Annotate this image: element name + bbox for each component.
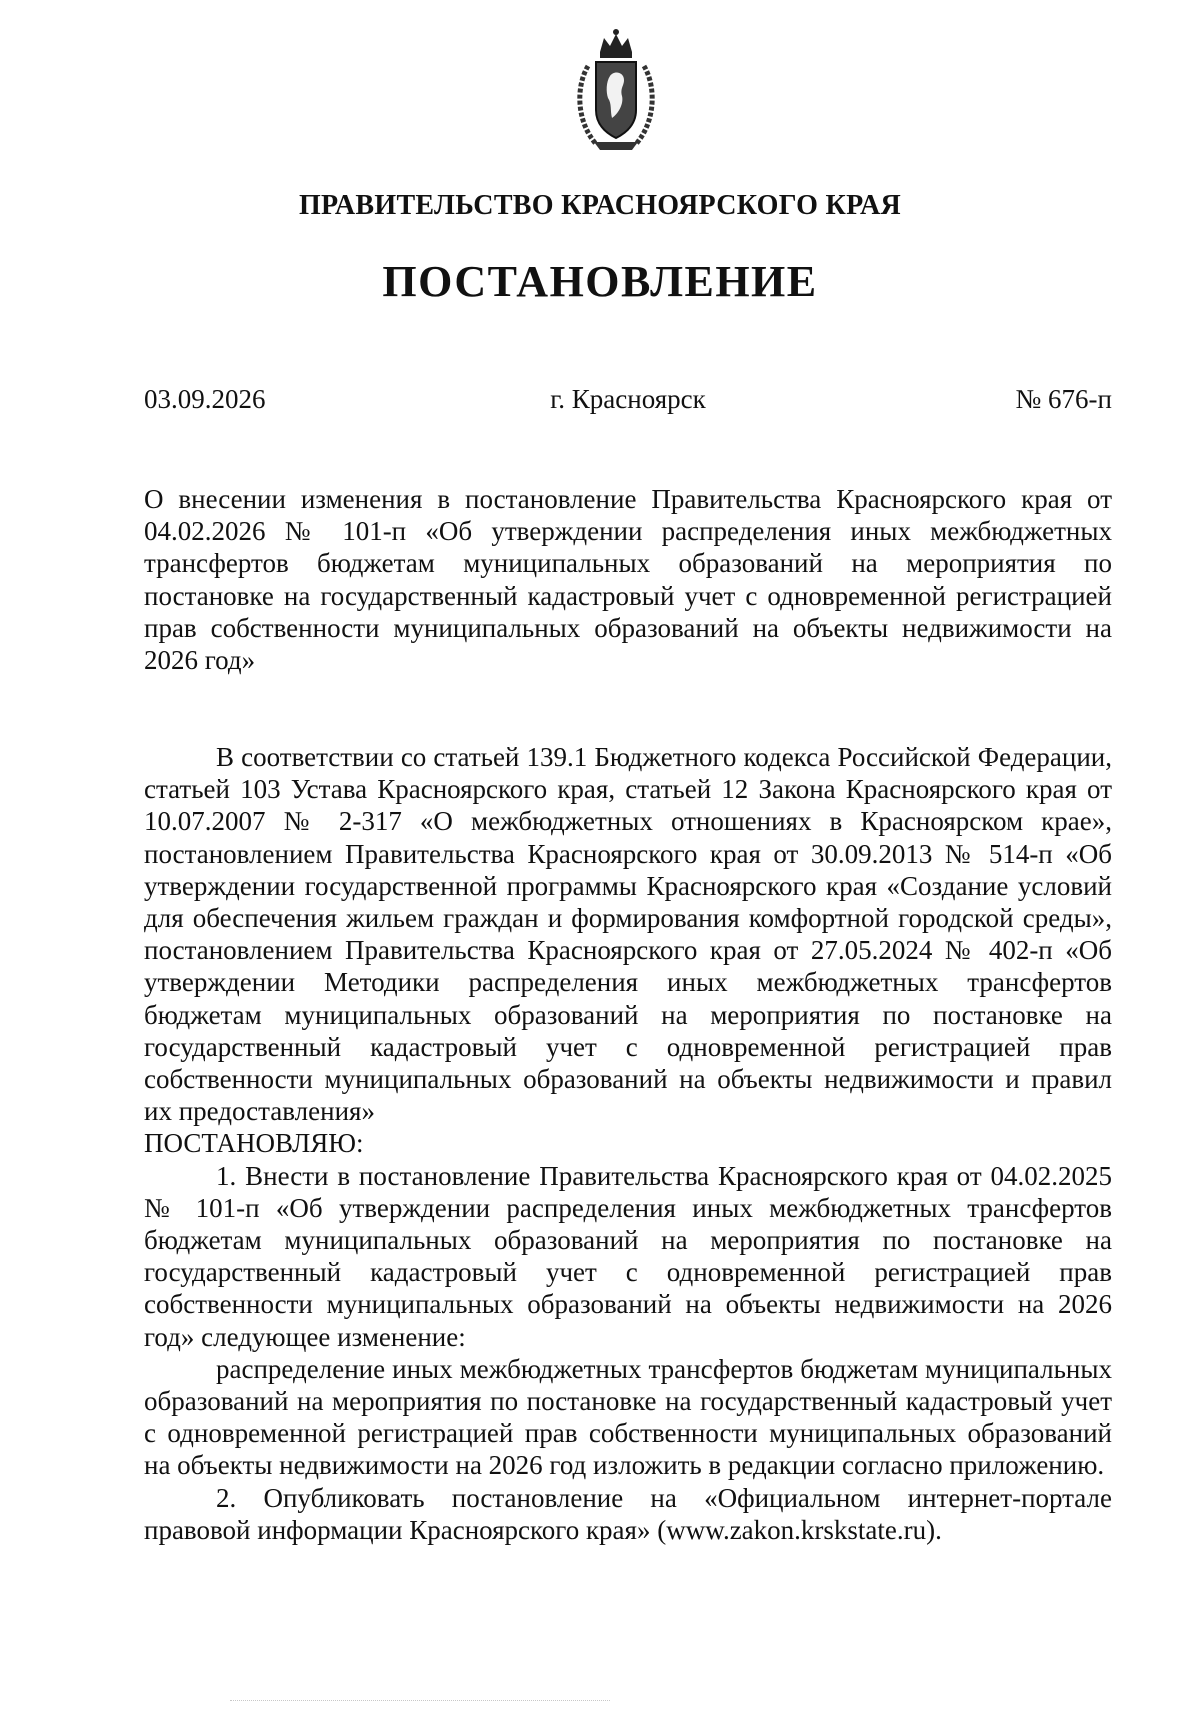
preamble-paragraph: В соответствии со статьей 139.1 Бюджетного кодекса Российской Федерации, статьей 103 Устава Красноярского края, статьей 12 Закона Красноярского края от 10.07.2007 № 2-317 «О межбюджетных отношениях в Красноярском крае», постановлением Правительства Красноярского края от 30.09.2013 № 514-п «Об утверждении государственной программы Красноярского края «Создание условий для обеспечения жильем граждан и формирования комфортной городской среды», постановлением Правительства Красноярского края от 27.05.2024 № 402-п «Об утверждении Методики распределения иных межбюджетных трансфертов бюджетам муниципальных образований на мероприятия по постановке на государственный кадастровый учет с одновременной регистрацией прав собственности муниципальных образований на объекты недвижимости и правил их предоставления» xyxy=(144,742,1112,1127)
faint-line-divider xyxy=(230,1700,610,1702)
item-1-paragraph: 1. Внести в постановление Правительства Красноярского края от 04.02.2025 № 101-п «Об утверждении распределения иных межбюджетных трансфертов бюджетам муниципальных образований на мероприятия по постановке на государственный кадастровый учет с одновременной регистрацией прав собственности муниципальных образований на объекты недвижимости на 2026 год» следующее изменение: xyxy=(144,1160,1112,1352)
coat-of-arms-icon xyxy=(566,26,666,154)
document-meta-row xyxy=(144,384,1112,418)
document-number: № 676-п xyxy=(1015,384,1112,414)
document-body xyxy=(144,741,1112,1546)
document-city: г. Красноярск xyxy=(550,384,706,414)
government-title: ПРАВИТЕЛЬСТВО КРАСНОЯРСКОГО КРАЯ xyxy=(298,190,902,221)
document-date: 03.09.2026 xyxy=(144,384,266,414)
item-1-change-paragraph: распределение иных межбюджетных трансфертов бюджетам муниципальных образований на мероприятия по постановке на государственный кадастровый учет с одновременной регистрацией прав собственности муниципальных образований на объекты недвижимости на 2026 год изложить в редакции согласно приложению. xyxy=(144,1353,1112,1481)
resolve-word: ПОСТАНОВЛЯЮ: xyxy=(144,1128,364,1159)
document-subject xyxy=(144,483,1112,676)
subject-text: О внесении изменения в постановление Правительства Красноярского края от 04.02.2026 № 101-п «Об утверждении распределения иных межбюджетных трансфертов бюджетам муниципальных образований на мероприятия по постановке на государственный кадастровый учет с одновременной регистрацией прав собственности муниципальных образований на объекты недвижимости на 2026 год» xyxy=(144,484,1112,676)
document-type-title: ПОСТАНОВЛЕНИЕ xyxy=(382,257,818,306)
item-2-paragraph: 2. Опубликовать постановление на «Официальном интернет-портале правовой информации Красноярского края» (www.zakon.krskstate.ru). xyxy=(144,1482,1112,1545)
